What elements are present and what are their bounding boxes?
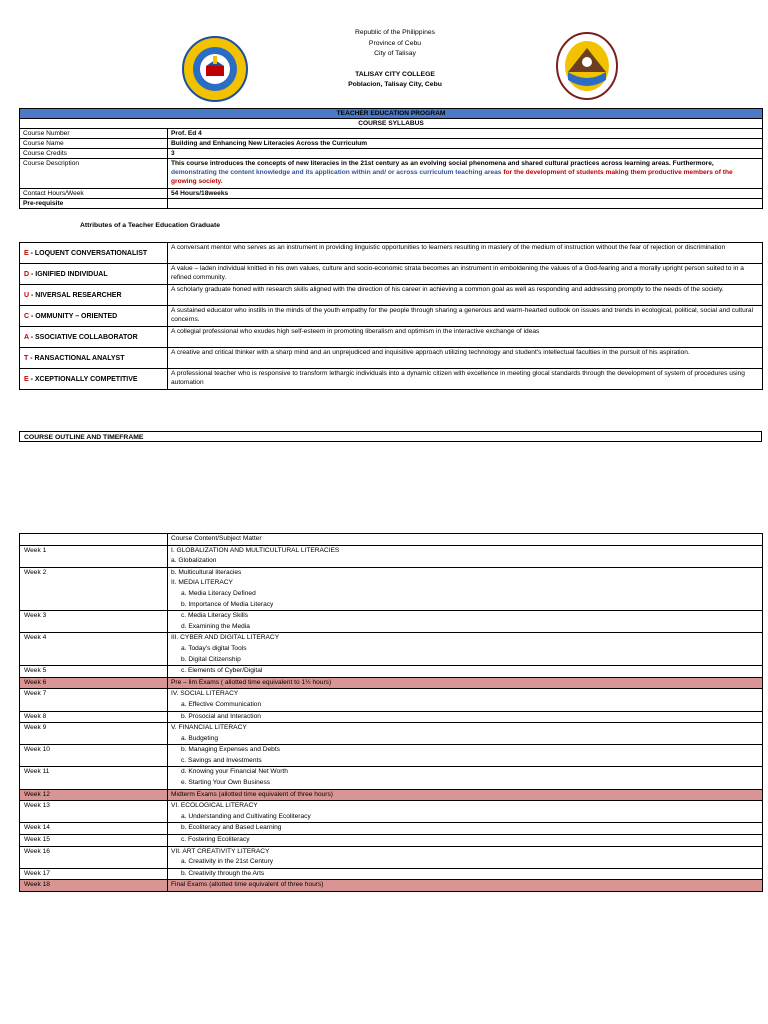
week-label: Week 11 xyxy=(20,767,168,789)
attributes-table xyxy=(19,242,763,390)
document-header xyxy=(0,28,768,98)
content-line: b. Importance of Media Literacy xyxy=(181,600,274,608)
attribute-name xyxy=(20,348,168,369)
week-row xyxy=(20,801,763,823)
description-highlight-blue: demonstrating the content knowledge and its application within and/ or across curriculum teaching areas xyxy=(171,169,502,176)
attribute-word: - NIVERSAL RESEARCHER xyxy=(29,291,122,299)
week-label: Week 5 xyxy=(20,666,168,678)
course-number-label: Course Number xyxy=(20,129,168,139)
exam-row xyxy=(20,677,763,689)
syllabus-title: COURSE SYLLABUS xyxy=(20,119,763,129)
attribute-row xyxy=(20,243,763,264)
week-label: Week 4 xyxy=(20,633,168,666)
attribute-word: - IGNIFIED INDIVIDUAL xyxy=(29,270,108,278)
attribute-row xyxy=(20,306,763,327)
attribute-description: A conversant mentor who serves as an instrument in providing linguistic opportunities to learners resulting in mastery of the medium of instruction without the fear of rejection or discrimination xyxy=(168,243,763,264)
content-line: d. Examining the Media xyxy=(181,622,250,630)
content-line: a. Today's digital Tools xyxy=(181,644,247,652)
course-content-header: Course Content/Subject Matter xyxy=(168,534,763,546)
content-line: Final Exams (allotted time equivalent of three hours) xyxy=(171,881,324,889)
week-content xyxy=(168,789,763,801)
attribute-description: A collegial professional who exudes high self-esteem in promoting liberalism and optimism in the interactive exchange of ideas xyxy=(168,327,763,348)
content-line: e. Starting Your Own Business xyxy=(181,779,271,787)
content-line: Midterm Exams (allotted time equivalent of three hours) xyxy=(171,790,333,798)
attribute-name xyxy=(20,264,168,285)
week-content xyxy=(168,868,763,880)
header-province: Province of Cebu xyxy=(368,39,422,47)
week-content xyxy=(168,801,763,823)
content-line: I. GLOBALIZATION AND MULTICULTURAL LITERACIES xyxy=(171,546,340,554)
week-label: Week 9 xyxy=(20,723,168,745)
week-content xyxy=(168,723,763,745)
content-line: d. Knowing your Financial Net Worth xyxy=(181,768,288,776)
course-name-label: Course Name xyxy=(20,139,168,149)
week-row xyxy=(20,689,763,711)
week-content xyxy=(168,835,763,847)
content-line: b. Ecoliteracy and Based Learning xyxy=(181,824,282,832)
week-content xyxy=(168,846,763,868)
course-number-value: Prof. Ed 4 xyxy=(168,129,763,139)
header-college: TALISAY CITY COLLEGE xyxy=(355,70,435,78)
content-line: c. Elements of Cyber/Digital xyxy=(181,667,263,675)
week-content xyxy=(168,677,763,689)
week-row xyxy=(20,723,763,745)
attribute-description: A value – laden individual knitted in his own values, culture and socio-economic strata becomes an instrument in emboldening the values of a God-fearing and a morally upright person suited to in a refined community. xyxy=(168,264,763,285)
attribute-word: - XCEPTIONALLY COMPETITIVE xyxy=(28,375,138,383)
week-label: Week 16 xyxy=(20,846,168,868)
content-line: a. Globalization xyxy=(171,557,217,565)
header-address: Poblacion, Talisay City, Cebu xyxy=(348,81,442,89)
exam-row xyxy=(20,880,763,892)
content-line: VII. ART CREATIVITY LITERACY xyxy=(171,847,270,855)
week-content xyxy=(168,611,763,633)
week-content xyxy=(168,633,763,666)
attribute-description: A sustained educator who instills in the minds of the youth empathy for the people through sharing a generous and warm-hearted outlook on issues and trends in ecological, political, social and cultural concerns. xyxy=(168,306,763,327)
week-label: Week 3 xyxy=(20,611,168,633)
attribute-word: - SSOCIATIVE COLLABORATOR xyxy=(28,333,138,341)
week-row xyxy=(20,567,763,610)
course-content-table xyxy=(19,533,763,892)
contact-hours-value: 54 Hours/18weeks xyxy=(168,189,763,199)
attribute-name xyxy=(20,327,168,348)
week-content xyxy=(168,689,763,711)
week-row xyxy=(20,611,763,633)
week-row xyxy=(20,711,763,723)
week-row xyxy=(20,545,763,567)
content-line: IV. SOCIAL LITERACY xyxy=(171,690,239,698)
course-description-value xyxy=(168,159,763,189)
description-text: This course introduces the concepts of new literacies in the 21st century as an evolving social phenomena and shared cultural practices across learning areas. Furthermore, xyxy=(171,160,714,167)
attribute-letter: C xyxy=(24,312,30,320)
week-label: Week 7 xyxy=(20,689,168,711)
content-line: b. Creativity through the Arts xyxy=(181,869,265,877)
content-line: c. Fostering Ecoliteracy xyxy=(181,836,250,844)
course-credits-label: Course Credits xyxy=(20,149,168,159)
week-row xyxy=(20,633,763,666)
exam-row xyxy=(20,789,763,801)
week-label: Week 2 xyxy=(20,567,168,610)
content-line: II. MEDIA LITERACY xyxy=(171,579,233,587)
attribute-letter: A xyxy=(24,333,29,341)
course-description-label: Course Description xyxy=(20,159,168,189)
course-info-table xyxy=(19,108,763,209)
week-label: Week 6 xyxy=(20,677,168,689)
content-line: a. Creativity in the 21st Century xyxy=(181,858,273,866)
attribute-name xyxy=(20,369,168,390)
week-content xyxy=(168,545,763,567)
week-label: Week 13 xyxy=(20,801,168,823)
content-line: b. Managing Expenses and Debts xyxy=(181,746,280,754)
program-title: TEACHER EDUCATION PROGRAM xyxy=(20,109,763,119)
course-credits-value: 3 xyxy=(168,149,763,159)
week-content xyxy=(168,767,763,789)
week-content xyxy=(168,823,763,835)
week-row xyxy=(20,846,763,868)
content-line: c. Savings and Investments xyxy=(181,756,262,764)
college-logo-icon xyxy=(182,36,248,102)
attribute-row xyxy=(20,264,763,285)
content-line: VI. ECOLOGICAL LITERACY xyxy=(171,802,258,810)
description-highlight-red: for the development of students making them productive members of the growing society. xyxy=(171,169,733,185)
week-label: Week 12 xyxy=(20,789,168,801)
attribute-letter: E xyxy=(24,249,29,257)
prerequisite-value xyxy=(168,199,763,209)
week-row xyxy=(20,835,763,847)
city-seal-icon xyxy=(556,32,618,100)
attribute-word: - LOQUENT CONVERSATIONALIST xyxy=(28,249,148,257)
week-label: Week 18 xyxy=(20,880,168,892)
attribute-name xyxy=(20,285,168,306)
attribute-description: A scholarly graduate honed with research skills aligned with the direction of his career in achieving a common goal as well as responding and addressing promptly to the needs of the society. xyxy=(168,285,763,306)
attribute-row xyxy=(20,285,763,306)
course-name-value: Building and Enhancing New Literacies Across the Curriculum xyxy=(168,139,763,149)
content-line: a. Effective Communication xyxy=(181,700,262,708)
attribute-row xyxy=(20,369,763,390)
content-line: III. CYBER AND DIGITAL LITERACY xyxy=(171,634,280,642)
contact-hours-label: Contact Hours/Week xyxy=(20,189,168,199)
week-row xyxy=(20,823,763,835)
week-label: Week 17 xyxy=(20,868,168,880)
attribute-row xyxy=(20,348,763,369)
week-row xyxy=(20,868,763,880)
content-line: c. Media Literacy Skills xyxy=(181,612,249,620)
week-label: Week 8 xyxy=(20,711,168,723)
week-label: Week 10 xyxy=(20,745,168,767)
attributes-title: Attributes of a Teacher Education Graduate xyxy=(80,222,220,229)
header-text-block xyxy=(280,28,510,91)
content-line: b. Multicultural literacies xyxy=(171,568,242,576)
week-content xyxy=(168,745,763,767)
week-label: Week 15 xyxy=(20,835,168,847)
attribute-description: A creative and critical thinker with a sharp mind and an unprejudiced and inquisitive approach utilizing technology and student's intellectual faculties in the pursuit of his aspiration. xyxy=(168,348,763,369)
attribute-name xyxy=(20,243,168,264)
week-content xyxy=(168,666,763,678)
week-content xyxy=(168,567,763,610)
content-line: Pre – lim Exams ( allotted time equivalent to 1½ hours) xyxy=(171,678,332,686)
content-line: V. FINANCIAL LITERACY xyxy=(171,724,247,732)
prerequisite-label: Pre-requisite xyxy=(20,199,168,209)
content-line: a. Media Literacy Defined xyxy=(181,589,256,597)
attribute-letter: D xyxy=(24,270,30,278)
attribute-letter: T xyxy=(24,354,29,362)
week-content xyxy=(168,711,763,723)
week-content xyxy=(168,880,763,892)
course-outline-title: COURSE OUTLINE AND TIMEFRAME xyxy=(19,431,762,442)
content-line: a. Understanding and Cultivating Ecoliteracy xyxy=(181,812,311,820)
week-row xyxy=(20,745,763,767)
attribute-word: - OMMUNITY – ORIENTED xyxy=(29,312,118,320)
content-line: b. Digital Citizenship xyxy=(181,655,241,663)
attribute-letter: E xyxy=(24,375,29,383)
week-label: Week 14 xyxy=(20,823,168,835)
header-republic: Republic of the Philippines xyxy=(354,29,436,36)
content-line: b. Prosocial and Interaction xyxy=(181,712,261,720)
attribute-name xyxy=(20,306,168,327)
attribute-row xyxy=(20,327,763,348)
attribute-description: A professional teacher who is responsive to transform lethargic individuals into a dynamic citizen with excellence in meeting glocal standards through the development of system of procedures using automation xyxy=(168,369,763,390)
attribute-letter: U xyxy=(24,291,30,299)
attribute-word: - RANSACTIONAL ANALYST xyxy=(28,354,125,362)
week-row xyxy=(20,767,763,789)
week-header-cell xyxy=(20,534,168,546)
content-line: a. Budgeting xyxy=(181,734,219,742)
header-city: City of Talisay xyxy=(374,50,416,58)
week-label: Week 1 xyxy=(20,545,168,567)
week-row xyxy=(20,666,763,678)
